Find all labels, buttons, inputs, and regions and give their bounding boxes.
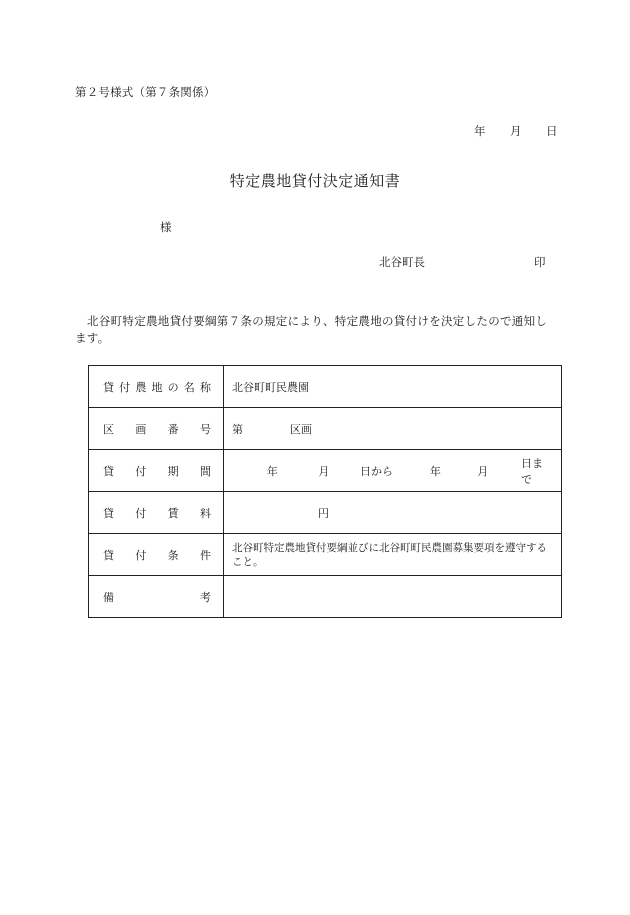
issuer-name: 北谷町長 — [379, 255, 425, 269]
date-month: 月 — [510, 124, 522, 138]
date-year: 年 — [474, 124, 486, 138]
plot-prefix: 第 — [232, 422, 243, 436]
form-number: 第２号様式（第７条関係） — [75, 85, 216, 99]
row-label-farmland-name: 貸 付 農 地 の 名 称 — [89, 366, 224, 408]
table-row — [89, 534, 562, 576]
row-value-lending-conditions: 北谷町特定農地貸付要綱並びに北谷町町民農園募集要項を遵守すること。 — [224, 534, 562, 576]
period-from-month: 月 — [318, 464, 330, 478]
recipient-suffix: 様 — [160, 220, 172, 234]
row-value-lending-period — [224, 450, 562, 492]
table-row — [89, 408, 562, 450]
fee-unit: 円 — [318, 506, 329, 520]
row-value-plot-number — [224, 408, 562, 450]
table-row — [89, 576, 562, 618]
plot-suffix: 区画 — [290, 422, 312, 436]
period-to-year: 年 — [429, 464, 441, 478]
seal-mark: 印 — [534, 255, 546, 269]
table-row — [89, 366, 562, 408]
period-to-day: 日まで — [521, 456, 543, 486]
date-day: 日 — [546, 124, 558, 138]
body-text: 北谷町特定農地貸付要綱第７条の規定により、特定農地の貸付けを決定したので通知します。 — [75, 314, 548, 345]
row-label-lending-conditions: 貸 付 条 件 — [89, 534, 224, 576]
document-title: 特定農地貸付決定通知書 — [229, 172, 401, 190]
period-from-day: 日から — [360, 464, 394, 478]
row-value-farmland-name: 北谷町町民農園 — [224, 366, 562, 408]
period-to-month: 月 — [477, 464, 489, 478]
row-value-lending-fee — [224, 492, 562, 534]
row-label-lending-period: 貸 付 期 間 — [89, 450, 224, 492]
date-line — [474, 123, 558, 139]
table-row — [89, 450, 562, 492]
row-value-remarks — [224, 576, 562, 618]
table-row — [89, 492, 562, 534]
row-label-remarks: 備 考 — [89, 576, 224, 618]
row-label-plot-number: 区 画 番 号 — [89, 408, 224, 450]
details-table — [88, 365, 562, 618]
period-from-year: 年 — [266, 464, 278, 478]
row-label-lending-fee: 貸 付 賃 料 — [89, 492, 224, 534]
